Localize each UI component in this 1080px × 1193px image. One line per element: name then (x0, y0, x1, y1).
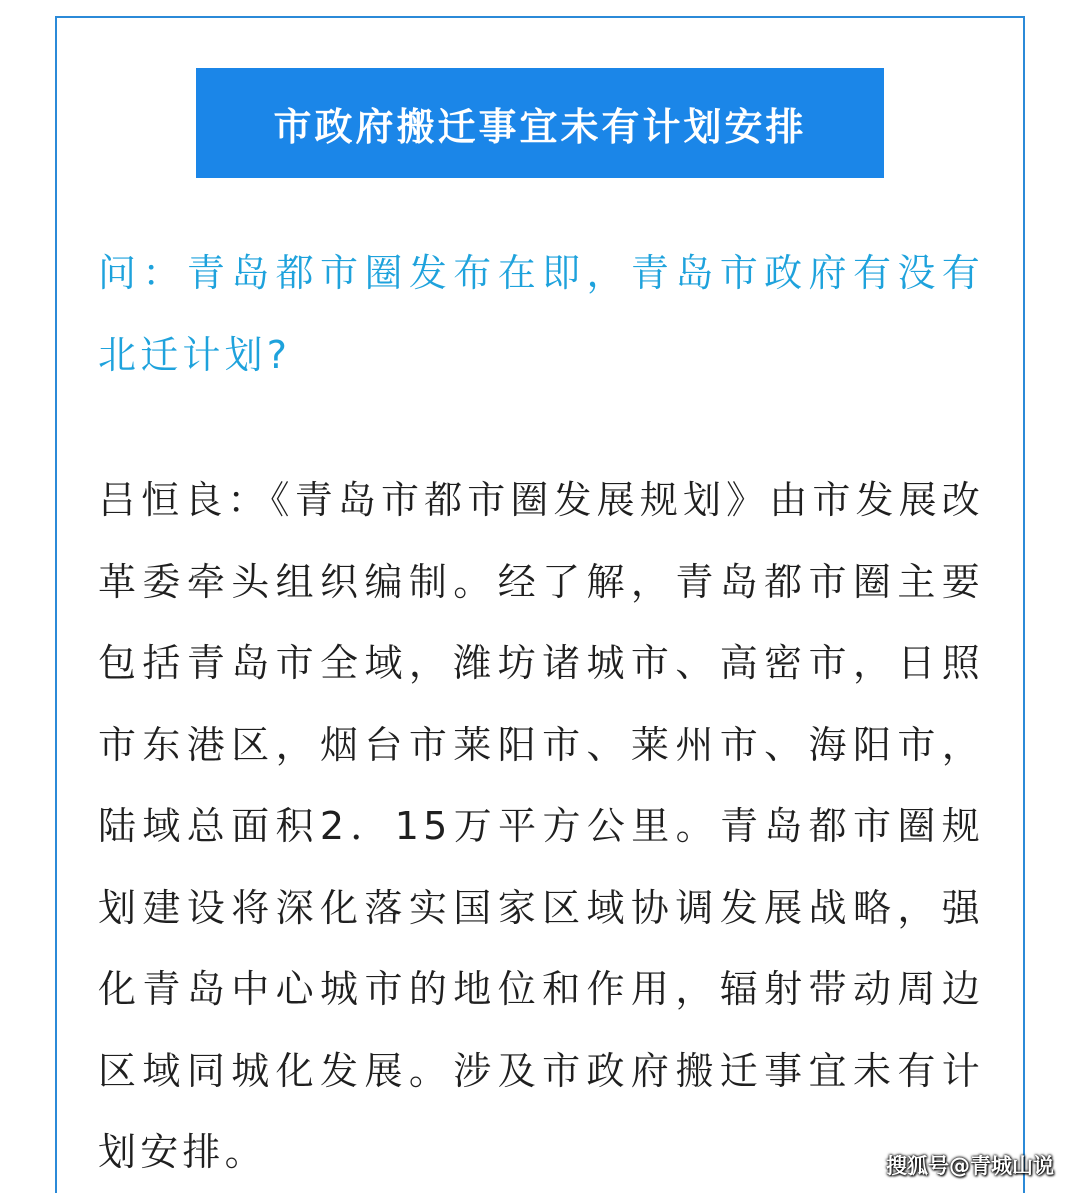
title-banner (196, 68, 884, 178)
answer-paragraph: 吕恒良：《青岛市都市圈发展规划》由市发展改革委牵头组织编制。经了解，青岛都市圈主要包括青岛市全域，潍坊诸城市、高密市，日照市东港区，烟台市莱阳市、莱州市、海阳市，陆域总面积2．15万平方公里。青岛都市圈规划建设将深化落实国家区域协调发展战略，强化青岛中心城市的地位和作用，辐射带动周边区域同城化发展。涉及市政府搬迁事宜未有计划安排。 (98, 478, 984, 1174)
source-watermark: 搜狐号@青城山说 (886, 1154, 1054, 1178)
page-title: 市政府搬迁事宜未有计划安排 (273, 104, 807, 149)
question-paragraph: 问：青岛都市圈发布在即，青岛市政府有没有北迁计划? (98, 251, 984, 377)
